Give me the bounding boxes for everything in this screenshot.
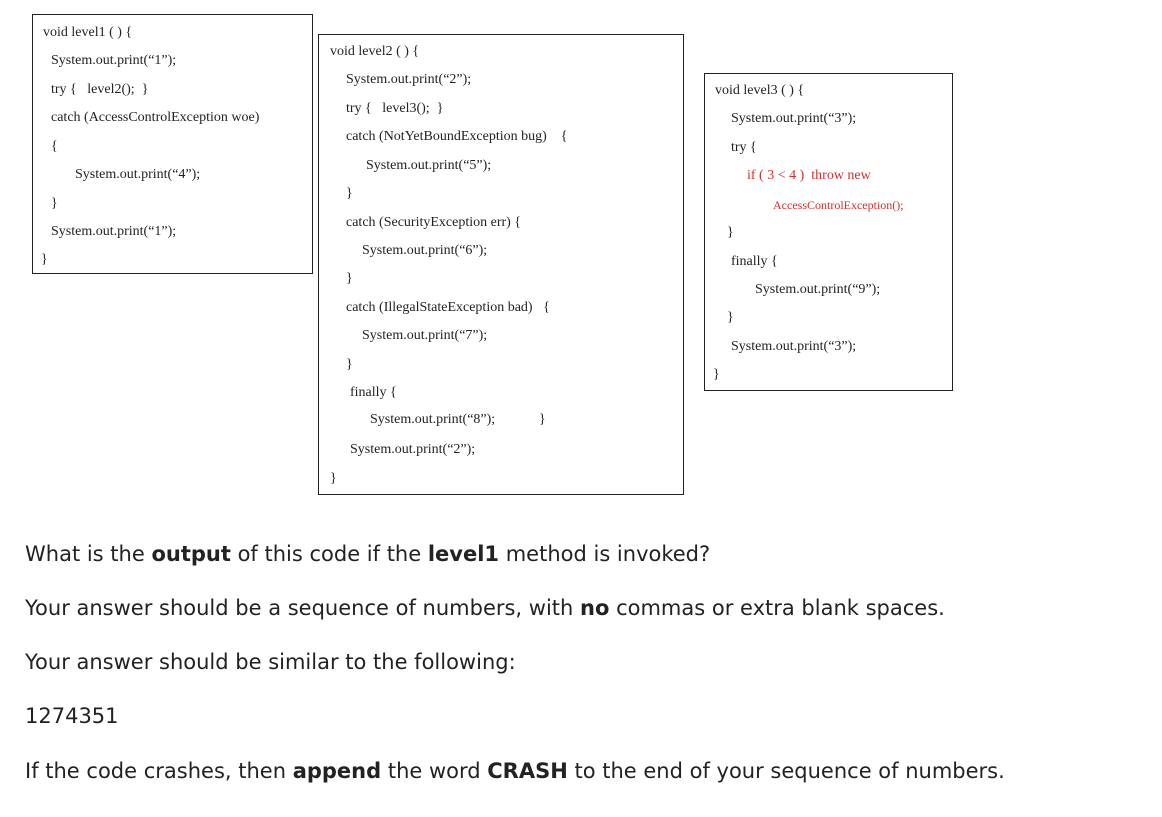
code-line: System.out.print(“7”); — [362, 328, 488, 343]
code-line-exception: AccessControlException(); — [773, 198, 904, 212]
code-line: } — [727, 225, 734, 240]
code-box-level2 — [318, 34, 684, 495]
code-line: System.out.print(“4”); — [75, 167, 201, 182]
bold-text: append — [292, 759, 382, 783]
question-line-2 — [25, 595, 945, 621]
code-line: System.out.print(“8”); — [370, 412, 496, 427]
question-line-3: Your answer should be similar to the following: — [25, 650, 516, 674]
code-line: System.out.print(“2”); — [350, 442, 476, 457]
code-line: catch (SecurityException err) { — [346, 215, 522, 230]
code-line: catch (IllegalStateException bad) { — [346, 300, 550, 315]
code-line: System.out.print(“3”); — [731, 111, 857, 126]
text: What is the — [25, 542, 152, 566]
code-line: finally { — [731, 254, 778, 269]
code-line: } — [346, 271, 353, 286]
code-box-level1 — [32, 14, 313, 274]
bold-text: output — [151, 542, 231, 566]
bold-text: no — [580, 596, 610, 620]
code-box-level3 — [704, 73, 953, 391]
text: commas or extra blank spaces. — [609, 596, 945, 620]
code-line: } — [330, 471, 337, 486]
text: If the code crashes, then — [25, 759, 293, 783]
question-line-1 — [25, 541, 710, 567]
code-line: System.out.print(“5”); — [366, 158, 492, 173]
code-line: } — [539, 412, 546, 427]
code-line: } — [346, 186, 353, 201]
code-line: System.out.print(“1”); — [51, 224, 177, 239]
code-line: catch (NotYetBoundException bug) { — [346, 129, 568, 144]
code-line: System.out.print(“1”); — [51, 53, 177, 68]
text: the word — [381, 759, 488, 783]
code-line: } — [727, 310, 734, 325]
text: to the end of your sequence of numbers. — [567, 759, 1005, 783]
code-line: } — [713, 367, 720, 382]
example-answer: 1274351 — [25, 704, 119, 728]
bold-text: CRASH — [487, 759, 568, 783]
code-line: } — [51, 196, 58, 211]
code-line-throw: if ( 3 < 4 ) throw new — [747, 168, 871, 183]
code-line: } — [346, 357, 353, 372]
text: of this code if the — [230, 542, 428, 566]
code-line: System.out.print(“6”); — [362, 243, 488, 258]
code-line: void level3 ( ) { — [715, 83, 805, 98]
code-line: try { level3(); } — [346, 101, 444, 116]
code-line: { — [51, 139, 58, 154]
code-line: void level1 ( ) { — [43, 25, 133, 40]
code-line: void level2 ( ) { — [330, 44, 420, 59]
code-line: try { level2(); } — [51, 82, 149, 97]
code-line: catch (AccessControlException woe) — [51, 110, 260, 125]
code-line: finally { — [350, 385, 397, 400]
code-line: try { — [731, 140, 757, 155]
code-line: System.out.print(“9”); — [755, 282, 881, 297]
bold-text: level1 — [427, 542, 500, 566]
code-line: System.out.print(“2”); — [346, 72, 472, 87]
code-line: } — [41, 252, 48, 267]
code-line: System.out.print(“3”); — [731, 339, 857, 354]
text: Your answer should be a sequence of numbers, with — [25, 596, 581, 620]
question-line-5 — [25, 758, 1005, 784]
text: method is invoked? — [499, 542, 711, 566]
